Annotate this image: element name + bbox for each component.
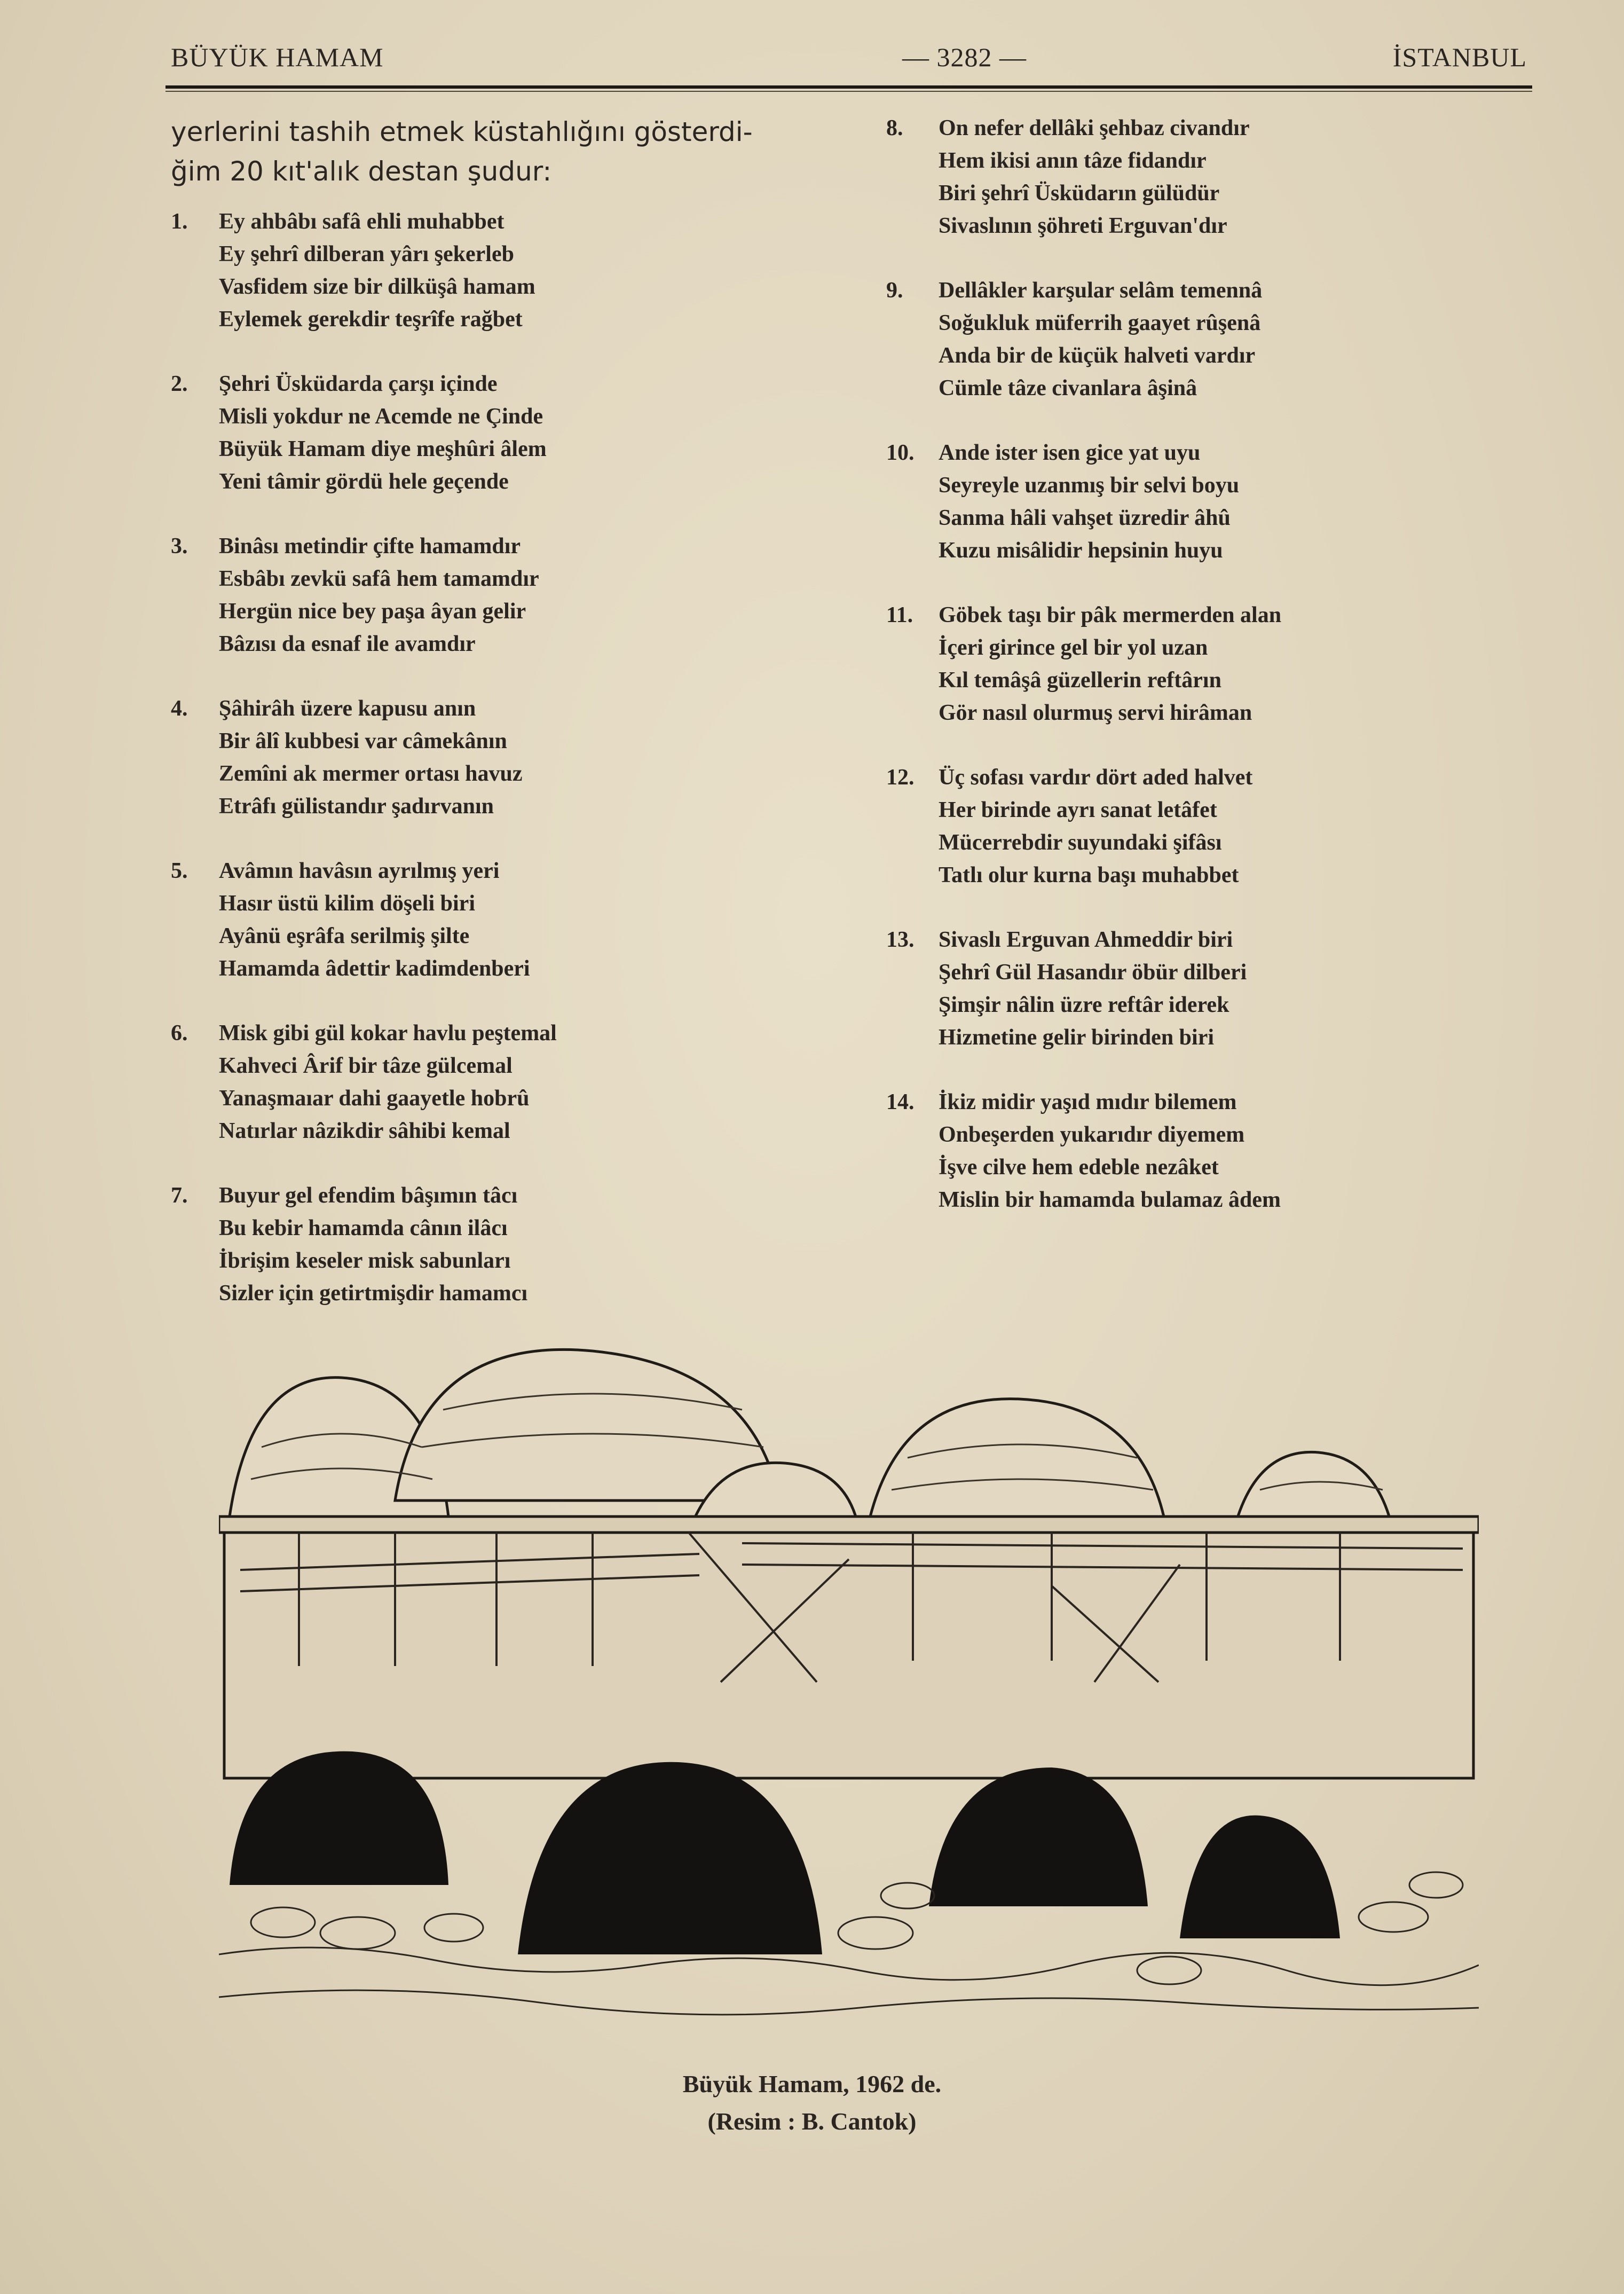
header-left-title: BÜYÜK HAMAM [171, 42, 384, 72]
verse-line: İçeri girince gel bir yol uzan [939, 635, 1208, 660]
verse-line: Üç sofası vardır dört aded halvet [939, 765, 1253, 790]
stanza-number: 4. [171, 696, 188, 721]
header-right-title: İSTANBUL [1392, 42, 1527, 72]
verse-line: Kuzu misâlidir hepsinin huyu [939, 538, 1223, 563]
verse-line: İkiz midir yaşıd mıdır bilemem [939, 1090, 1237, 1114]
page-number: — 3282 — [902, 42, 1027, 72]
verse-line: Ande ister isen gice yat uyu [939, 441, 1201, 465]
stanza [886, 274, 1580, 405]
verse-line: Zemîni ak mermer ortası havuz [219, 761, 523, 786]
stanza [171, 530, 865, 661]
verse-line: Sivaslı Erguvan Ahmeddir biri [939, 928, 1233, 952]
verse-line: Hizmetine gelir birinden biri [939, 1025, 1215, 1050]
verse-line: Yeni tâmir gördü hele geçende [219, 469, 509, 494]
verse-line: Hem ikisi anın tâze fidandır [939, 148, 1207, 173]
verse-line: Biri şehrî Üsküdarın gülüdür [939, 181, 1220, 206]
stanza [171, 206, 865, 336]
verse-line: Hamamda âdettir kadimdenberi [219, 956, 530, 981]
header-rule [165, 85, 1532, 89]
verse-line: Seyreyle uzanmış bir selvi boyu [939, 473, 1240, 498]
stanza [171, 855, 865, 985]
verse-line: Şimşir nâlin üzre reftâr iderek [939, 993, 1229, 1017]
stanza [171, 1017, 865, 1148]
verse-line: Esbâbı zevkü safâ hem tamamdır [219, 567, 539, 591]
left-column-stanzas [171, 206, 865, 1342]
stanza [171, 693, 865, 823]
stanza-number: 12. [886, 765, 915, 790]
verse-line: İşve cilve hem edeble nezâket [939, 1155, 1219, 1180]
verse-line: Yanaşmaıar dahi gaayetle hobrû [219, 1086, 530, 1111]
verse-line: Şehri Üsküdarda çarşı içinde [219, 372, 498, 396]
stanza-number: 5. [171, 859, 188, 883]
verse-line: Hergün nice bey paşa âyan gelir [219, 599, 526, 624]
verse-line: Eylemek gerekdir teşrîfe rağbet [219, 307, 523, 332]
verse-line: İbrişim keseler misk sabunları [219, 1248, 511, 1273]
stanza-number: 3. [171, 534, 188, 559]
verse-line: Şâhirâh üzere kapusu anın [219, 696, 476, 721]
figure-caption-credit: (Resim : B. Cantok) [707, 2108, 917, 2135]
verse-line: Gör nasıl olurmuş servi hirâman [939, 701, 1252, 725]
stanza [886, 437, 1580, 567]
verse-line: Dellâkler karşular selâm temennâ [939, 278, 1263, 303]
verse-line: Misli yokdur ne Acemde ne Çinde [219, 404, 543, 429]
stanza [171, 1180, 865, 1310]
verse-line: Vasfidem size bir dilküşâ hamam [219, 274, 535, 299]
intro-line: yerlerini tashih etmek küstahlığını gösterdi- [171, 116, 753, 147]
stanza-number: 8. [886, 116, 903, 140]
stanza [886, 112, 1580, 242]
stanza-number: 14. [886, 1090, 915, 1114]
verse-line: Sivaslının şöhreti Erguvan'dır [939, 214, 1227, 238]
verse-line: Sanma hâli vahşet üzredir âhû [939, 506, 1231, 530]
stanza-number: 10. [886, 441, 915, 465]
verse-line: Her birinde ayrı sanat letâfet [939, 798, 1217, 822]
verse-line: Ey şehrî dilberan yârı şekerleb [219, 242, 514, 266]
stanza-number: 13. [886, 928, 915, 952]
verse-line: Ey ahbâbı safâ ehli muhabbet [219, 209, 504, 234]
hamam-drawing [219, 1340, 1479, 2051]
verse-line: Onbeşerden yukarıdır diyemem [939, 1122, 1245, 1147]
verse-line: Soğukluk müferrih gaayet rûşenâ [939, 311, 1261, 335]
stanza-number: 11. [886, 603, 913, 627]
verse-line: Mücerrebdir suyundaki şifâsı [939, 830, 1222, 855]
verse-line: Kahveci Ârif bir tâze gülcemal [219, 1054, 513, 1078]
verse-line: Bâzısı da esnaf ile avamdır [219, 632, 476, 656]
verse-line: Binâsı metindir çifte hamamdır [219, 534, 521, 559]
verse-line: Etrâfı gülistandır şadırvanın [219, 794, 494, 819]
right-column-stanzas [886, 112, 1580, 1248]
verse-line: Natırlar nâzikdir sâhibi kemal [219, 1119, 510, 1143]
running-header [171, 37, 1527, 80]
intro-paragraph [171, 112, 860, 191]
stanza [886, 761, 1580, 892]
verse-line: Göbek taşı bir pâk mermerden alan [939, 603, 1282, 627]
verse-line: Büyük Hamam diye meşhûri âlem [219, 437, 547, 461]
verse-line: Buyur gel efendim bâşımın tâcı [219, 1183, 518, 1208]
verse-line: Mislin bir hamamda bulamaz âdem [939, 1188, 1281, 1212]
stanza [886, 599, 1580, 729]
stanza [886, 1086, 1580, 1216]
header-rule-thin [165, 91, 1532, 92]
verse-line: Şehrî Gül Hasandır öbür dilberi [939, 960, 1247, 985]
stanza [171, 368, 865, 498]
verse-line: Bir âlî kubbesi var câmekânın [219, 729, 507, 753]
verse-line: Sizler için getirtmişdir hamamcı [219, 1281, 528, 1306]
stanza-number: 7. [171, 1183, 188, 1208]
verse-line: Cümle tâze civanlara âşinâ [939, 376, 1197, 400]
verse-line: On nefer dellâki şehbaz civandır [939, 116, 1250, 140]
verse-line: Hasır üstü kilim döşeli biri [219, 891, 475, 916]
verse-line: Kıl temâşâ güzellerin reftârın [939, 668, 1221, 693]
verse-line: Misk gibi gül kokar havlu peştemal [219, 1021, 557, 1046]
intro-line: ğim 20 kıt'alık destan şudur: [171, 156, 552, 187]
stanza-number: 9. [886, 278, 903, 303]
verse-line: Anda bir de küçük halveti vardır [939, 343, 1256, 368]
figure-caption-title: Büyük Hamam, 1962 de. [682, 2070, 942, 2097]
stanza-number: 1. [171, 209, 188, 234]
stanza-number: 2. [171, 372, 188, 396]
stanza [886, 924, 1580, 1054]
verse-line: Tatlı olur kurna başı muhabbet [939, 863, 1239, 887]
verse-line: Ayânü eşrâfa serilmiş şilte [219, 924, 470, 948]
stanza-number: 6. [171, 1021, 188, 1046]
verse-line: Avâmın havâsın ayrılmış yeri [219, 859, 500, 883]
verse-line: Bu kebir hamamda cânın ilâcı [219, 1216, 508, 1240]
